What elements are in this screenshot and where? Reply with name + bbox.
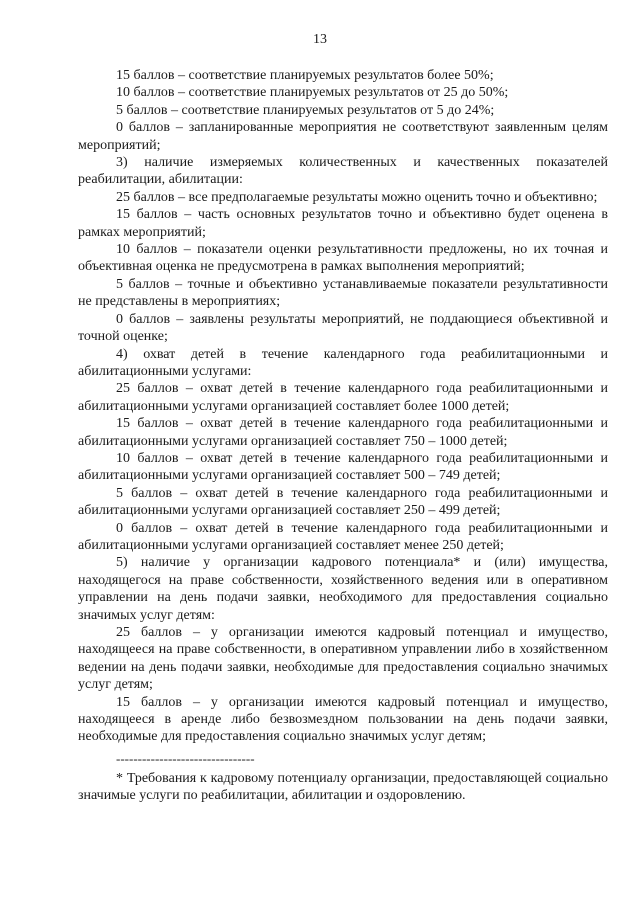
paragraph: 0 баллов – охват детей в течение календарного года реабилитационными и абилитационными услугами организацией составляет менее 250 детей; [78,520,608,553]
paragraph: 25 баллов – охват детей в течение календарного года реабилитационными и абилитационными услугами организацией составляет более 1000 детей; [78,381,608,414]
paragraph: 15 баллов – соответствие планируемых результатов более 50%; [116,68,494,83]
footnote-separator: -------------------------------- [116,750,255,766]
paragraph: 10 баллов – охват детей в течение календарного года реабилитационными и абилитационными услугами организацией составляет 500 – 749 детей; [78,450,608,484]
paragraph: 15 баллов – часть основных результатов точно и объективно будет оценена в рамках мероприятий; [78,207,608,240]
paragraph: 5 баллов – точные и объективно устанавливаемые показатели результативности не представлены в мероприятиях; [78,276,608,310]
paragraph: 0 баллов – запланированные мероприятия не соответствуют заявленным целям мероприятий; [78,120,608,153]
footnote: * Требования к кадровому потенциалу организации, предоставляющей социально значимые услуги по реабилитации, абилитации и оздоровлению. [78,770,608,804]
paragraph: 15 баллов – охват детей в течение календарного года реабилитационными и абилитационными услугами организацией составляет 750 – 1000 детей; [78,416,608,449]
document-body [78,67,608,805]
paragraph: 4) охват детей в течение календарного года реабилитационными и абилитационными услугами: [78,346,608,379]
paragraph: 15 баллов – у организации имеются кадровый потенциал и имущество, находящееся в аренде либо безвозмездном пользовании на день подачи заявки, необходимые для предоставления социально значимых услуг детям; [78,694,608,745]
paragraph: 25 баллов – у организации имеются кадровый потенциал и имущество, находящееся на праве собственности, в оперативном управлении либо в хозяйственном ведении на день подачи заявки, необходимые для предоставления социально значимых услуг детям; [78,625,608,693]
paragraph: 5) наличие у организации кадрового потенциала* и (или) имущества, находящегося на праве собственности, хозяйственного ведения или в оперативном управлении на день подачи заявки, необходимого для предоставления социально значимых услуг детям: [78,555,608,623]
paragraph: 10 баллов – показатели оценки результативности предложены, но их точная и объективная оценка не предусмотрена в рамках выполнения мероприятий; [78,242,608,275]
paragraph: 25 баллов – все предполагаемые результаты можно оценить точно и объективно; [116,189,598,205]
paragraph: 0 баллов – заявлены результаты мероприятий, не поддающиеся объективной и точной оценке; [78,311,608,345]
page-number: 13 [313,32,327,47]
paragraph: 5 баллов – охват детей в течение календарного года реабилитационными и абилитационными услугами организацией составляет 250 – 499 детей; [78,485,608,519]
paragraph: 5 баллов – соответствие планируемых результатов от 5 до 24%; [116,102,495,118]
paragraph: 10 баллов – соответствие планируемых результатов от 25 до 50%; [116,85,509,101]
paragraph: 3) наличие измеряемых количественных и качественных показателей реабилитации, абилитации: [78,155,608,188]
